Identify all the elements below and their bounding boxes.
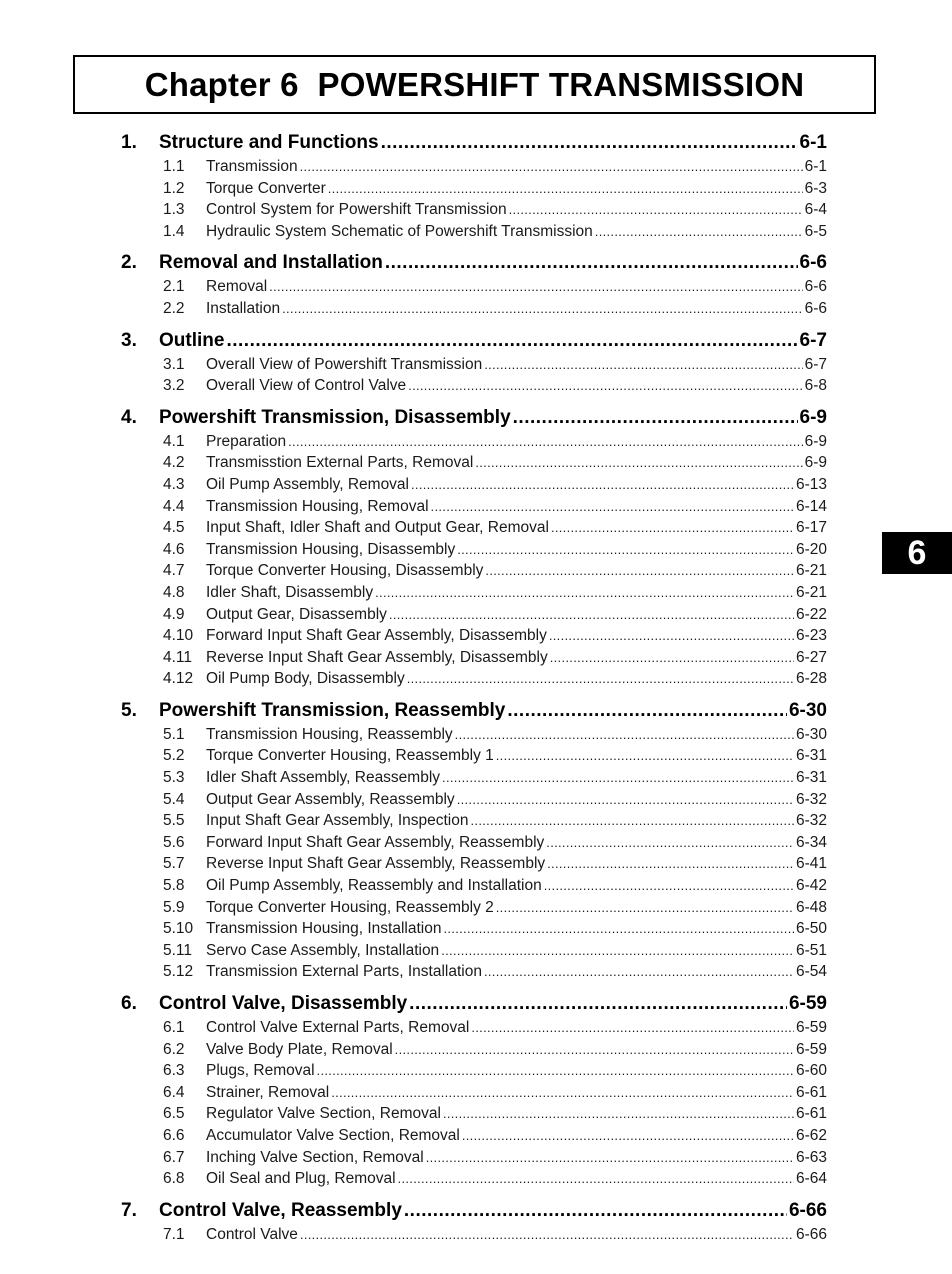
toc-entry[interactable] <box>121 474 827 496</box>
entry-page: 6-31 <box>795 769 827 787</box>
toc-section-heading[interactable] <box>121 405 827 431</box>
dot-leader <box>547 853 794 875</box>
chapter-title-box <box>73 55 876 114</box>
entry-page: 6-27 <box>795 648 827 666</box>
dot-leader <box>484 354 802 376</box>
dot-leader <box>549 625 794 647</box>
chapter-title: Chapter 6 POWERSHIFT TRANSMISSION <box>144 65 805 103</box>
section-page: 6-59 <box>788 993 827 1014</box>
entry-page: 6-64 <box>795 1170 827 1188</box>
entry-page: 6-13 <box>795 475 827 493</box>
toc-entry[interactable] <box>121 298 827 320</box>
entry-title: Oil Pump Assembly, Reassembly and Installation <box>206 877 542 895</box>
dot-leader <box>431 496 794 518</box>
entry-page: 6-9 <box>804 432 827 450</box>
entry-title: Torque Converter <box>206 179 326 197</box>
entry-number: 6.6 <box>163 1126 185 1144</box>
section-title: Control Valve, Reassembly <box>159 1199 402 1221</box>
toc-entry[interactable] <box>121 875 827 897</box>
section-number: 1. <box>121 132 137 153</box>
entry-title: Transmission External Parts, Installation <box>206 963 482 981</box>
dot-leader <box>226 328 797 354</box>
section-number: 2. <box>121 252 137 274</box>
entry-page: 6-59 <box>795 1019 827 1036</box>
entry-title: Plugs, Removal <box>206 1062 315 1080</box>
entry-title: Forward Input Shaft Gear Assembly, Reassembly <box>206 833 545 851</box>
entry-page: 6-59 <box>795 1040 827 1058</box>
dot-leader <box>328 178 803 200</box>
entry-page: 6-42 <box>795 877 827 895</box>
section-number: 3. <box>121 329 137 351</box>
toc-entry[interactable] <box>121 668 827 690</box>
entry-number: 6.7 <box>163 1148 185 1166</box>
toc-entry[interactable] <box>121 1060 827 1082</box>
toc-section-heading[interactable] <box>121 250 827 276</box>
toc-entry[interactable] <box>121 832 827 854</box>
section-title: Powershift Transmission, Disassembly <box>159 406 511 428</box>
entry-title: Reverse Input Shaft Gear Assembly, Reassembly <box>206 855 546 873</box>
entry-title: Reverse Input Shaft Gear Assembly, Disassembly <box>206 648 548 666</box>
entry-page: 6-48 <box>795 898 827 916</box>
entry-title: Oil Pump Assembly, Removal <box>206 475 409 493</box>
entry-page: 6-22 <box>795 605 827 623</box>
entry-title: Idler Shaft Assembly, Reassembly <box>206 769 441 787</box>
entry-title: Torque Converter Housing, Reassembly 2 <box>206 898 494 916</box>
entry-title: Transmission <box>206 158 298 175</box>
entry-page: 6-54 <box>795 963 827 981</box>
entry-number: 4.5 <box>163 519 185 537</box>
dot-leader <box>300 1224 794 1246</box>
entry-page: 6-50 <box>795 920 827 938</box>
toc-section <box>121 250 827 319</box>
entry-page: 6-7 <box>804 355 827 373</box>
dot-leader <box>288 431 802 453</box>
toc-entry[interactable] <box>121 539 827 561</box>
toc-entry[interactable] <box>121 724 827 746</box>
entry-title: Output Gear Assembly, Reassembly <box>206 790 455 808</box>
entry-number: 1.2 <box>163 179 185 197</box>
toc-section <box>121 991 827 1190</box>
section-title: Control Valve, Disassembly <box>159 993 408 1014</box>
entry-title: Control System for Powershift Transmission <box>206 201 507 219</box>
entry-title: Accumulator Valve Section, Removal <box>206 1126 460 1144</box>
entry-page: 6-30 <box>795 725 827 743</box>
section-page: 6-9 <box>799 406 827 428</box>
toc-entry[interactable] <box>121 496 827 518</box>
toc-entry[interactable] <box>121 940 827 962</box>
toc-entry[interactable] <box>121 789 827 811</box>
dot-leader <box>385 250 798 276</box>
section-title: Outline <box>159 329 225 351</box>
entry-page: 6-31 <box>795 747 827 765</box>
entry-number: 5.1 <box>163 725 185 743</box>
toc-entry[interactable] <box>121 178 827 200</box>
toc-entry[interactable] <box>121 1125 827 1147</box>
entry-number: 4.7 <box>163 562 185 580</box>
dot-leader <box>496 745 794 767</box>
dot-leader <box>317 1060 794 1082</box>
entry-number: 2.1 <box>163 278 185 296</box>
entry-title: Idler Shaft, Disassembly <box>206 583 374 601</box>
entry-number: 5.8 <box>163 877 185 895</box>
section-title: Structure and Functions <box>159 132 379 153</box>
toc-entry[interactable] <box>121 156 827 178</box>
dot-leader <box>443 1103 794 1125</box>
entry-number: 6.2 <box>163 1040 185 1058</box>
entry-page: 6-9 <box>804 454 827 472</box>
toc-entry[interactable] <box>121 375 827 397</box>
toc-entry[interactable] <box>121 1017 827 1039</box>
dot-leader <box>381 130 798 156</box>
section-page: 6-7 <box>799 329 827 351</box>
entry-title: Output Gear, Disassembly <box>206 605 387 623</box>
toc-section <box>121 405 827 690</box>
dot-leader <box>595 221 803 243</box>
entry-page: 6-5 <box>804 222 827 240</box>
dot-leader <box>398 1168 794 1190</box>
entry-title: Oil Pump Body, Disassembly <box>206 670 405 688</box>
section-page: 6-1 <box>799 132 827 153</box>
dot-leader <box>426 1147 794 1169</box>
toc-section-heading[interactable] <box>121 130 827 156</box>
entry-page: 6-4 <box>804 201 827 219</box>
toc-section <box>121 328 827 397</box>
entry-page: 6-21 <box>795 583 827 601</box>
entry-number: 6.4 <box>163 1083 185 1101</box>
entry-number: 5.4 <box>163 790 185 808</box>
toc-section <box>121 1198 827 1246</box>
dot-leader <box>300 156 803 178</box>
entry-page: 6-21 <box>795 562 827 580</box>
entry-number: 1.4 <box>163 222 185 240</box>
entry-page: 6-20 <box>795 540 827 558</box>
entry-title: Transmission Housing, Installation <box>206 920 442 938</box>
entry-page: 6-3 <box>804 179 827 197</box>
toc-section-heading[interactable] <box>121 991 827 1017</box>
entry-number: 2.2 <box>163 299 185 317</box>
entry-number: 4.9 <box>163 605 185 623</box>
dot-leader <box>509 199 803 221</box>
dot-leader <box>475 452 802 474</box>
entry-page: 6-14 <box>795 497 827 515</box>
entry-title: Overall View of Powershift Transmission <box>206 355 483 373</box>
toc-entry[interactable] <box>121 1224 827 1246</box>
entry-number: 3.1 <box>163 355 185 373</box>
entry-number: 6.5 <box>163 1105 185 1123</box>
entry-title: Forward Input Shaft Gear Assembly, Disassembly <box>206 627 547 645</box>
entry-page: 6-6 <box>804 299 827 317</box>
entry-page: 6-61 <box>795 1083 827 1101</box>
toc-entry[interactable] <box>121 452 827 474</box>
entry-title: Transmission Housing, Reassembly <box>206 725 453 743</box>
entry-title: Control Valve <box>206 1225 298 1243</box>
entry-page: 6-23 <box>795 627 827 645</box>
toc-entry[interactable] <box>121 517 827 539</box>
dot-leader <box>513 405 798 431</box>
entry-number: 4.1 <box>163 432 185 450</box>
entry-title: Removal <box>206 278 268 296</box>
entry-number: 4.12 <box>163 670 194 688</box>
entry-page: 6-28 <box>795 670 827 688</box>
section-number: 7. <box>121 1199 137 1221</box>
entry-page: 6-51 <box>795 941 827 959</box>
toc-entry[interactable] <box>121 767 827 789</box>
entry-number: 4.2 <box>163 454 185 472</box>
entry-number: 5.9 <box>163 898 185 916</box>
dot-leader <box>550 647 794 669</box>
section-number: 4. <box>121 406 137 428</box>
toc-entry[interactable] <box>121 1147 827 1169</box>
entry-title: Overall View of Control Valve <box>206 377 407 395</box>
dot-leader <box>395 1039 794 1061</box>
entry-number: 4.11 <box>163 648 193 666</box>
section-title: Removal and Installation <box>159 252 383 274</box>
dot-leader <box>409 991 787 1017</box>
section-number: 5. <box>121 699 137 721</box>
entry-page: 6-62 <box>795 1126 827 1144</box>
dot-leader <box>455 724 794 746</box>
entry-title: Torque Converter Housing, Reassembly 1 <box>206 747 494 765</box>
entry-title: Valve Body Plate, Removal <box>206 1040 393 1058</box>
toc-section-heading[interactable] <box>121 698 827 724</box>
entry-number: 5.11 <box>163 941 193 959</box>
toc-section-heading[interactable] <box>121 328 827 354</box>
dot-leader <box>442 767 794 789</box>
dot-leader <box>282 298 802 320</box>
entry-number: 6.1 <box>163 1019 185 1036</box>
entry-page: 6-6 <box>804 278 827 296</box>
section-number: 6. <box>121 993 137 1014</box>
entry-title: Input Shaft, Idler Shaft and Output Gear, Removal <box>206 519 549 537</box>
entry-title: Control Valve External Parts, Removal <box>206 1019 470 1036</box>
dot-leader <box>551 517 794 539</box>
entry-page: 6-17 <box>795 519 827 537</box>
entry-number: 5.2 <box>163 747 185 765</box>
dot-leader <box>507 698 787 724</box>
toc-entry[interactable] <box>121 221 827 243</box>
entry-page: 6-63 <box>795 1148 827 1166</box>
entry-page: 6-41 <box>795 855 827 873</box>
toc-entry[interactable] <box>121 560 827 582</box>
dot-leader <box>389 604 794 626</box>
dot-leader <box>496 897 794 919</box>
toc-entry[interactable] <box>121 604 827 626</box>
entry-number: 6.8 <box>163 1170 185 1188</box>
entry-number: 5.12 <box>163 963 194 981</box>
entry-page: 6-8 <box>804 377 827 395</box>
entry-number: 4.10 <box>163 627 194 645</box>
toc-entry[interactable] <box>121 1103 827 1125</box>
entry-page: 6-61 <box>795 1105 827 1123</box>
entry-page: 6-32 <box>795 790 827 808</box>
chapter-tab-marker: 6 <box>882 532 952 574</box>
entry-number: 5.7 <box>163 855 185 873</box>
toc-entry[interactable] <box>121 647 827 669</box>
entry-page: 6-32 <box>795 812 827 830</box>
dot-leader <box>404 1198 787 1224</box>
entry-title: Regulator Valve Section, Removal <box>206 1105 441 1123</box>
entry-title: Preparation <box>206 432 287 450</box>
dot-leader <box>544 875 794 897</box>
toc-section <box>121 130 827 242</box>
entry-title: Strainer, Removal <box>206 1083 330 1101</box>
dot-leader <box>408 375 802 397</box>
dot-leader <box>331 1082 794 1104</box>
toc-entry[interactable] <box>121 354 827 376</box>
dot-leader <box>407 668 794 690</box>
dot-leader <box>462 1125 794 1147</box>
entry-number: 3.2 <box>163 377 185 395</box>
toc-entry[interactable] <box>121 431 827 453</box>
toc-entry[interactable] <box>121 625 827 647</box>
toc-entry[interactable] <box>121 853 827 875</box>
entry-title: Transmisstion External Parts, Removal <box>206 454 474 472</box>
entry-number: 4.3 <box>163 475 185 493</box>
entry-page: 6-1 <box>804 158 827 175</box>
dot-leader <box>269 276 802 298</box>
toc-entry[interactable] <box>121 745 827 767</box>
entry-title: Hydraulic System Schematic of Powershift Transmission <box>206 222 593 240</box>
entry-title: Inching Valve Section, Removal <box>206 1148 424 1166</box>
dot-leader <box>485 560 794 582</box>
section-title: Powershift Transmission, Reassembly <box>159 699 506 721</box>
entry-title: Input Shaft Gear Assembly, Inspection <box>206 812 469 830</box>
entry-title: Torque Converter Housing, Disassembly <box>206 562 484 580</box>
section-page: 6-30 <box>788 699 827 721</box>
entry-number: 5.10 <box>163 920 194 938</box>
entry-number: 4.8 <box>163 583 185 601</box>
entry-title: Installation <box>206 299 281 317</box>
entry-number: 4.6 <box>163 540 185 558</box>
dot-leader <box>546 832 794 854</box>
dot-leader <box>441 940 794 962</box>
toc-entry[interactable] <box>121 582 827 604</box>
toc-section <box>121 698 827 983</box>
entry-title: Servo Case Assembly, Installation <box>206 941 440 959</box>
entry-title: Transmission Housing, Disassembly <box>206 540 456 558</box>
entry-number: 6.3 <box>163 1062 185 1080</box>
entry-number: 1.3 <box>163 201 185 219</box>
toc-entry[interactable] <box>121 276 827 298</box>
toc-section-heading[interactable] <box>121 1198 827 1224</box>
toc-entry[interactable] <box>121 1168 827 1190</box>
entry-number: 4.4 <box>163 497 185 515</box>
entry-number: 5.6 <box>163 833 185 851</box>
dot-leader <box>471 1017 794 1039</box>
dot-leader <box>484 961 794 983</box>
entry-number: 7.1 <box>163 1225 185 1243</box>
table-of-contents <box>121 130 827 1253</box>
entry-title: Transmission Housing, Removal <box>206 497 429 515</box>
dot-leader <box>443 918 793 940</box>
dot-leader <box>457 789 794 811</box>
entry-page: 6-66 <box>795 1225 827 1243</box>
toc-entry[interactable] <box>121 810 827 832</box>
section-page: 6-6 <box>799 252 827 274</box>
toc-entry[interactable] <box>121 199 827 221</box>
toc-entry[interactable] <box>121 1082 827 1104</box>
dot-leader <box>411 474 794 496</box>
entry-title: Oil Seal and Plug, Removal <box>206 1170 396 1188</box>
entry-page: 6-60 <box>795 1062 827 1080</box>
entry-number: 1.1 <box>163 158 185 175</box>
entry-number: 5.3 <box>163 769 185 787</box>
entry-page: 6-34 <box>795 833 827 851</box>
toc-entry[interactable] <box>121 897 827 919</box>
section-page: 6-66 <box>788 1199 827 1221</box>
dot-leader <box>457 539 794 561</box>
toc-entry[interactable] <box>121 1039 827 1061</box>
toc-entry[interactable] <box>121 961 827 983</box>
dot-leader <box>375 582 794 604</box>
dot-leader <box>471 810 794 832</box>
toc-entry[interactable] <box>121 918 827 940</box>
entry-number: 5.5 <box>163 812 185 830</box>
